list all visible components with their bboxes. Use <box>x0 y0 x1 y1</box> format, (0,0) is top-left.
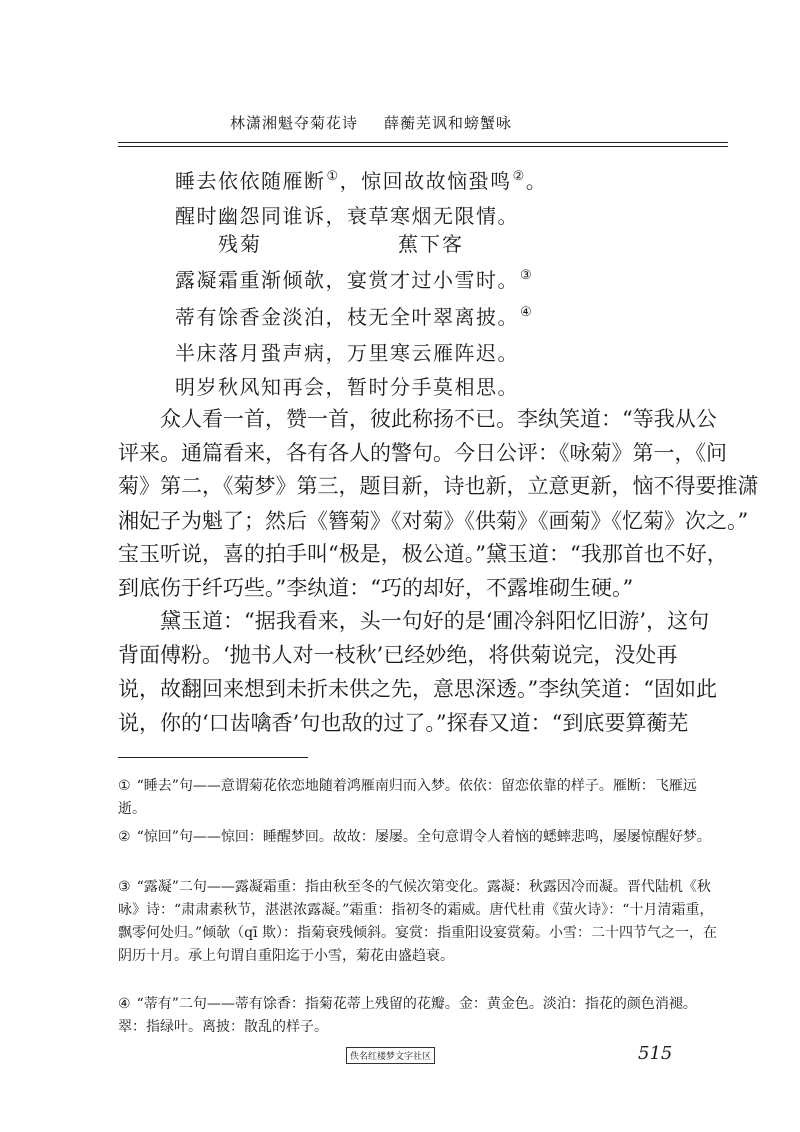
footnote-text: “惊回”句——惊回：睡醒梦回。故故：屡屡。全句意谓令人着恼的蟋蟀悲鸣，屡屡惊醒好梦。 <box>136 829 711 845</box>
poem2-title: 残菊 <box>218 232 262 256</box>
poem1-line2: 醒时幽怨同谁诉，衰草寒烟无限情。 <box>175 204 519 228</box>
prose-line: 黛玉道：“据我看来，头一句好的是‘圃冷斜阳忆旧游’，这句 <box>118 609 710 633</box>
poem1-line1-b: ，惊回故故恼蛩鸣 <box>339 169 512 193</box>
footnote-text: “蒂有”二句——蒂有馀香：指菊花蒂上残留的花瓣。金：黄金色。淡泊：指花的颜色消褪。翠：指绿叶。离披：散乱的样子。 <box>118 996 697 1035</box>
footnote-2 <box>118 826 718 849</box>
poem2-line3: 半床落月蛩声病，万里寒云雁阵迟。 <box>175 341 519 365</box>
footnote-mark: ① <box>118 778 131 794</box>
page-number: 515 <box>638 1043 673 1064</box>
poem1-line1-c: 。 <box>525 169 548 193</box>
footnote-4 <box>118 993 718 1039</box>
prose-line: 评来。通篇看来，各有各人的警句。今日公评：《咏菊》第一，《问 <box>118 441 727 465</box>
header-rule <box>118 142 728 143</box>
running-header <box>230 112 610 133</box>
source-stamp: 佚名红楼梦文字社区 <box>346 1047 435 1064</box>
header-rule-thin <box>118 146 728 147</box>
prose-line: 说，故翻回来想到未折未供之先，意思深透。”李纨笑道：“固如此 <box>118 677 717 701</box>
poem2-line4: 明岁秋风知再会，暂时分手莫相思。 <box>175 375 519 399</box>
prose-line: 说，你的‘口齿噙香’句也敌的过了。”探春又道：“到底要算蘅芜 <box>118 711 689 735</box>
footnote-ref-2: ② <box>512 169 526 185</box>
poem2-author: 蕉下客 <box>398 232 464 256</box>
footnote-mark: ② <box>118 829 131 845</box>
footnote-1 <box>118 775 718 821</box>
prose-line: 背面傅粉。‘抛书人对一枝秋’已经妙绝，将供菊说完，没处再 <box>118 643 678 667</box>
prose-line: 菊》第二，《菊梦》第三，题目新，诗也新，立意更新，恼不得要推潇 <box>118 474 759 498</box>
header-right: 薛蘅芜讽和螃蟹咏 <box>384 114 513 132</box>
poem2-line1 <box>175 264 533 293</box>
footnote-mark: ④ <box>118 996 131 1012</box>
footnote-ref-3: ③ <box>520 268 534 284</box>
poem2-line2 <box>175 301 533 330</box>
footnote-text: “睡去”句——意谓菊花依恋地随着鸿雁南归而入梦。依依：留恋依靠的样子。雁断：飞雁远逝。 <box>118 778 697 817</box>
poem2-line2-text: 蒂有馀香金淡泊，枝无全叶翠离披。 <box>175 305 519 329</box>
footnote-mark: ③ <box>118 879 131 895</box>
header-left: 林潇湘魁夺菊花诗 <box>230 114 359 132</box>
prose-line: 众人看一首，赞一首，彼此称扬不已。李纨笑道：“等我从公 <box>118 407 717 431</box>
poem2-line1-text: 露凝霜重渐倾欹，宴赏才过小雪时。 <box>175 268 519 292</box>
poem1-line1-a: 睡去依依随雁断 <box>175 169 326 193</box>
footnote-text: “露凝”二句——露凝霜重：指由秋至冬的气候次第变化。露凝：秋露因冷而凝。晋代陆机《秋咏》诗：“肃肃素秋节，湛湛浓露凝。”霜重：指初冬的霜威。唐代杜甫《萤火诗》：“十月清霜重，飘零何处归。”倾欹（qī 欺）：指菊衰残倾斜。宴赏：指重阳设宴赏菊。小雪：二十四节气之一，在阴历十月。承上句谓自重阳迄于小雪，菊花由盛趋衰。 <box>118 879 718 964</box>
footnote-3 <box>118 876 718 968</box>
poem1-line1 <box>175 165 547 194</box>
footnote-separator <box>118 757 308 758</box>
prose-line: 到底伤于纤巧些。”李纨道：“巧的却好，不露堆砌生硬。” <box>118 576 634 600</box>
prose-line: 湘妃子为魁了；然后《簪菊》《对菊》《供菊》《画菊》《忆菊》次之。” <box>118 509 749 533</box>
footnote-ref-4: ④ <box>520 305 534 321</box>
prose-line: 宝玉听说，喜的拍手叫“极是，极公道。”黛玉道：“我那首也不好， <box>118 542 728 566</box>
footnote-ref-1: ① <box>326 169 340 185</box>
